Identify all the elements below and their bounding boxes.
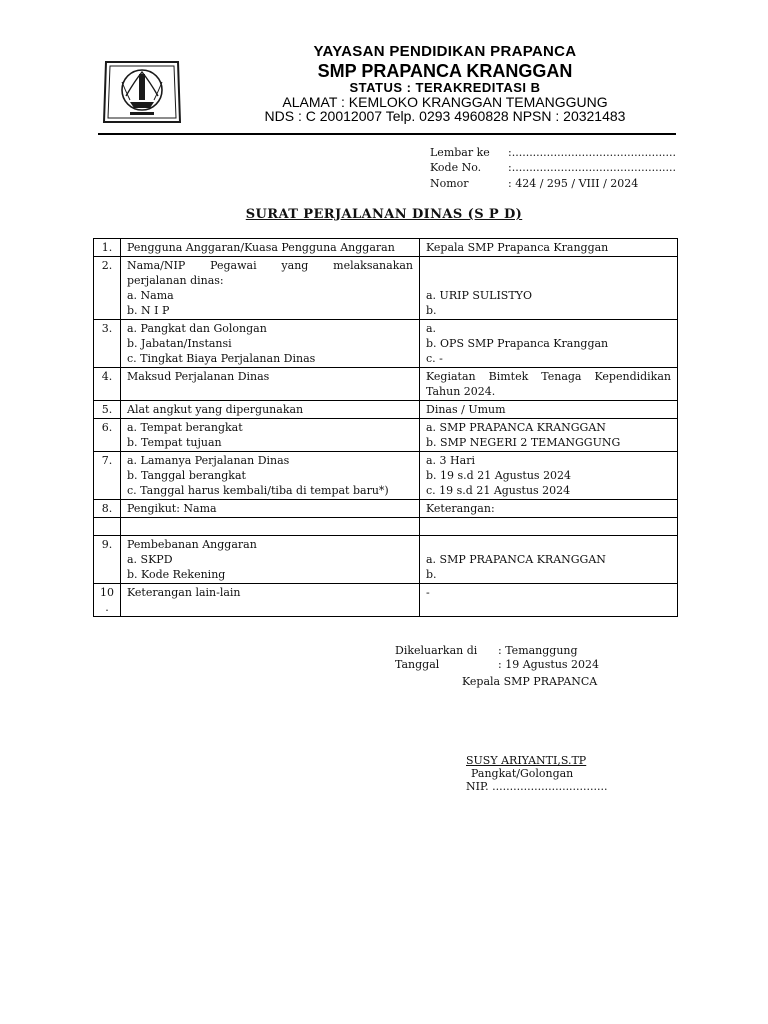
row-value-line [426,537,671,552]
row-number [94,368,121,401]
row-label [121,257,420,320]
row-number [94,518,121,536]
row-label-line: c. Tingkat Biaya Perjalanan Dinas [127,352,316,365]
row-number [94,584,121,617]
row-label [121,320,420,368]
row-value-line: c. 19 s.d 21 Agustus 2024 [426,484,571,497]
row-label [121,239,420,257]
row-value-line [426,273,671,288]
row-label-line: a. Tempat berangkat [127,421,243,434]
row-label-line: Pengikut: Nama [127,502,217,515]
table-row [94,500,678,518]
row-value-line: a. [426,322,437,335]
row-number [94,500,121,518]
row-value [420,239,678,257]
row-number [94,452,121,500]
row-label-line: Keterangan lain-lain [127,586,241,599]
row-label-line: Pembebanan Anggaran [127,538,257,551]
row-label-line: Maksud Perjalanan Dinas [127,370,270,383]
row-value [420,320,678,368]
row-value-line: a. SMP PRAPANCA KRANGGAN [426,553,606,566]
row-label-line: a. Lamanya Perjalanan Dinas [127,454,290,467]
row-number-text: . [105,601,109,614]
row-number [94,401,121,419]
row-label-line [127,519,413,534]
row-number [94,239,121,257]
spd-table [93,238,678,617]
row-number-text: 8. [101,502,113,515]
row-label [121,536,420,584]
row-value [420,518,678,536]
row-label-line: b. Kode Rekening [127,568,226,581]
row-label-line: b. N I P [127,304,170,317]
foundation-name: YAYASAN PENDIDIKAN PRAPANCA [313,43,577,60]
document-title: SURAT PERJALANAN DINAS (S P D) [245,207,523,222]
row-number-text: 2. [101,259,113,272]
row-value-line: a. 3 Hari [426,454,475,467]
table-row [94,584,678,617]
row-label [121,584,420,617]
reference-label: Kode No. [430,161,482,174]
row-value [420,368,678,401]
row-value [420,419,678,452]
table-row [94,518,678,536]
row-value-line: b. [426,304,437,317]
row-value-line: Dinas / Umum [426,403,506,416]
issued-date-label: Tanggal [395,658,440,671]
table-row [94,239,678,257]
row-label-line: a. Nama [127,289,174,302]
row-label [121,419,420,452]
row-label-line: Alat angkut yang dipergunakan [127,403,304,416]
row-value-line: Keterangan: [426,502,495,515]
row-label-line: b. Tempat tujuan [127,436,222,449]
row-number [94,536,121,584]
reference-label: Lembar ke [430,146,490,159]
row-value-line: - [426,586,430,599]
reference-value: :............................................... [508,161,677,174]
row-label-line: Nama/NIP Pegawai yang melaksanakan [127,259,413,272]
row-number-text: 3. [101,322,113,335]
row-value-line: b. SMP NEGERI 2 TEMANGGUNG [426,436,621,449]
table-row [94,401,678,419]
row-value-line: Kegiatan Bimtek Tenaga Kependidikan [426,370,671,383]
letterhead-divider [98,133,676,135]
row-number-text: 7. [101,454,113,467]
school-address: ALAMAT : KEMLOKO KRANGGAN TEMANGGUNG [282,94,608,110]
row-value [420,257,678,320]
row-label-line: a. SKPD [127,553,173,566]
row-label-line: b. Tanggal berangkat [127,469,246,482]
row-label [121,401,420,419]
row-number-text: 9. [101,538,113,551]
signer-name: SUSY ARIYANTI,S.TP [466,754,587,767]
reference-value: : 424 / 295 / VIII / 2024 [508,177,639,190]
row-value [420,401,678,419]
row-value [420,536,678,584]
school-logo [100,52,184,128]
row-value-line: c. - [426,352,443,365]
row-number-text: 4. [101,370,113,383]
row-value-line: b. OPS SMP Prapanca Kranggan [426,337,609,350]
row-label [121,368,420,401]
reference-label: Nomor [430,177,469,190]
row-label [121,500,420,518]
row-value-line: b. 19 s.d 21 Agustus 2024 [426,469,572,482]
row-value-line [426,519,671,534]
table-row [94,419,678,452]
school-identifiers: NDS : C 20012007 Telp. 0293 4960828 NPSN : 20321483 [264,108,626,124]
issued-date-value: : 19 Agustus 2024 [498,658,600,671]
table-row [94,257,678,320]
school-name: SMP PRAPANCA KRANGGAN [317,61,573,81]
accreditation-status: STATUS : TERAKREDITASI B [349,80,541,95]
issued-place-label: Dikeluarkan di [395,644,478,657]
signer-rank-label: Pangkat/Golongan [471,767,574,780]
row-value [420,452,678,500]
row-label [121,518,420,536]
row-value [420,500,678,518]
row-value-line: a. URIP SULISTYO [426,289,532,302]
row-label-line: a. Pangkat dan Golongan [127,322,267,335]
row-number [94,257,121,320]
row-number-text: 6. [101,421,113,434]
row-label [121,452,420,500]
row-number [94,419,121,452]
row-number-text: 10 [100,586,114,599]
row-value-line [426,258,671,273]
row-number-text: 5. [101,403,113,416]
table-row [94,368,678,401]
signer-nip: NIP. ................................. [466,780,608,793]
row-label-line: Pengguna Anggaran/Kuasa Pengguna Anggaran [127,241,395,254]
row-value-line: a. SMP PRAPANCA KRANGGAN [426,421,606,434]
row-label-line: perjalanan dinas: [127,274,224,287]
row-number-text: 1. [101,241,113,254]
row-number [94,320,121,368]
signer-position: Kepala SMP PRAPANCA [462,675,598,688]
row-value [420,584,678,617]
row-value-line [426,600,671,615]
row-label-line: c. Tanggal harus kembali/tiba di tempat baru*) [127,484,389,497]
issued-place-value: : Temanggung [498,644,578,657]
row-value-line: Tahun 2024. [426,385,496,398]
row-label-line: b. Jabatan/Instansi [127,337,232,350]
reference-value: :............................................... [508,146,677,159]
table-row [94,536,678,584]
table-row [94,452,678,500]
table-row [94,320,678,368]
row-value-line: b. [426,568,437,581]
row-value-line: Kepala SMP Prapanca Kranggan [426,241,609,254]
